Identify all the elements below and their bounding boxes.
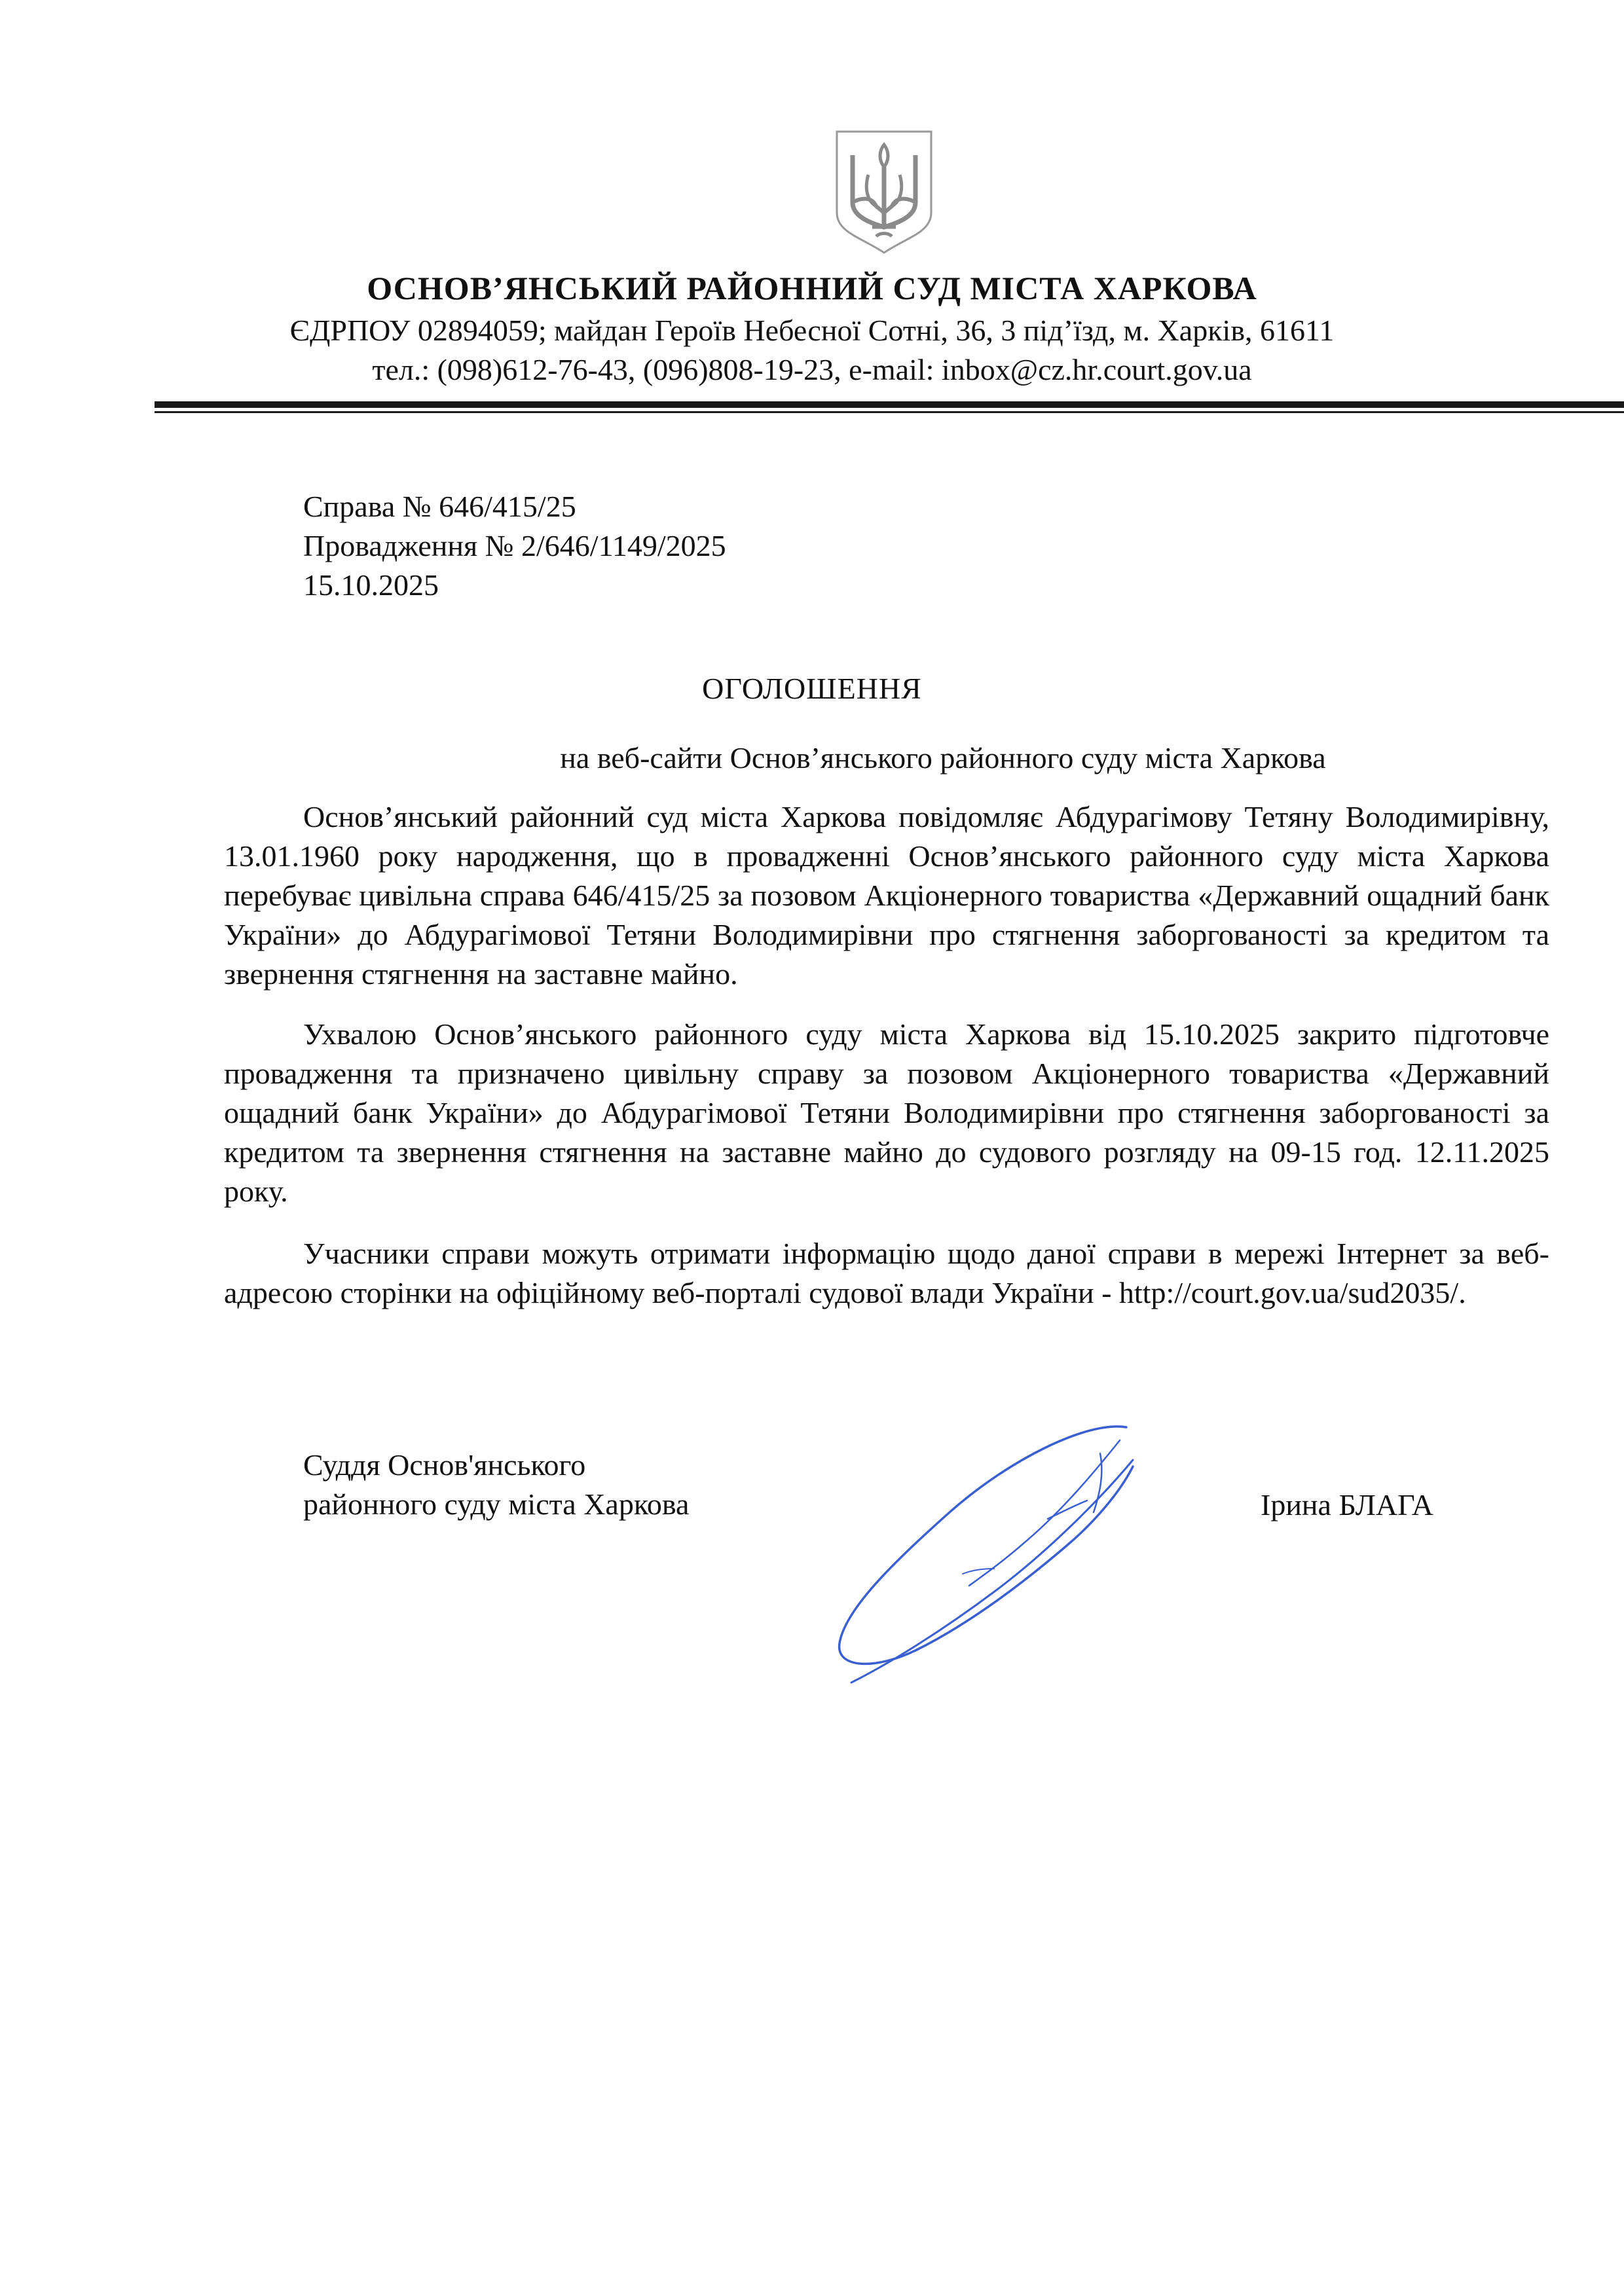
court-contacts: тел.: (098)612-76-43, (096)808-19-23, e-mail: inbox@cz.hr.court.gov.ua — [372, 353, 1252, 386]
judge-position-line1: Суддя Основ'янського — [303, 1448, 586, 1482]
handwritten-signature-icon — [812, 1414, 1153, 1689]
header-divider-thin — [155, 411, 1624, 413]
case-number: Справа № 646/415/25 — [303, 490, 576, 523]
document-date: 15.10.2025 — [303, 568, 439, 602]
paragraph-info: Учасники справи можуть отримати інформацію щодо даної справи в мережі Інтернет за веб-адресою сторінки на офіційному веб-порталі судової влади України - http://court.gov.ua/sud2035/. — [224, 1237, 1549, 1309]
proceeding-number: Провадження № 2/646/1149/2025 — [303, 529, 726, 562]
court-name: ОСНОВ’ЯНСЬКИЙ РАЙОННИЙ СУД МІСТА ХАРКОВА — [367, 270, 1257, 306]
court-address: ЄДРПОУ 02894059; майдан Героїв Небесної Сотні, 36, 3 під’їзд, м. Харків, 61611 — [289, 314, 1335, 347]
judge-name: Ірина БЛАГА — [1261, 1488, 1433, 1522]
case-meta — [303, 487, 726, 605]
judge-position-line2: районного суду міста Харкова — [303, 1487, 690, 1521]
header-divider-thick — [155, 401, 1624, 408]
announcement-title: ОГОЛОШЕННЯ — [702, 672, 922, 705]
announcement-subtitle: на веб-сайти Основ’янського районного суду міста Харкова — [560, 741, 1326, 774]
judge-position — [303, 1446, 689, 1524]
ukraine-trident-icon — [833, 129, 935, 255]
paragraph-ruling: Ухвалою Основ’янського районного суду міста Харкова від 15.10.2025 закрито підготовче провадження та призначено цивільну справу за позовом Акціонерного товариства «Державний ощадний банк України» до Абдурагімової Тетяни Володимирівни про стягнення заборгованості за кредитом та звернення стягнення на заставне майно до судового розгляду на 09-15 год. 12.11.2025 року. — [224, 1017, 1549, 1208]
paragraph-notice: Основ’янський районний суд міста Харкова повідомляє Абдурагімову Тетяну Володимирівну, 13.01.1960 року народження, що в провадженні Основ’янського районного суду міста Харкова перебуває цивільна справа 646/415/25 за позовом Акціонерного товариства «Державний ощадний банк України» до Абдурагімової Тетяни Володимирівни про стягнення заборгованості за кредитом та звернення стягнення на заставне майно. — [224, 800, 1549, 991]
